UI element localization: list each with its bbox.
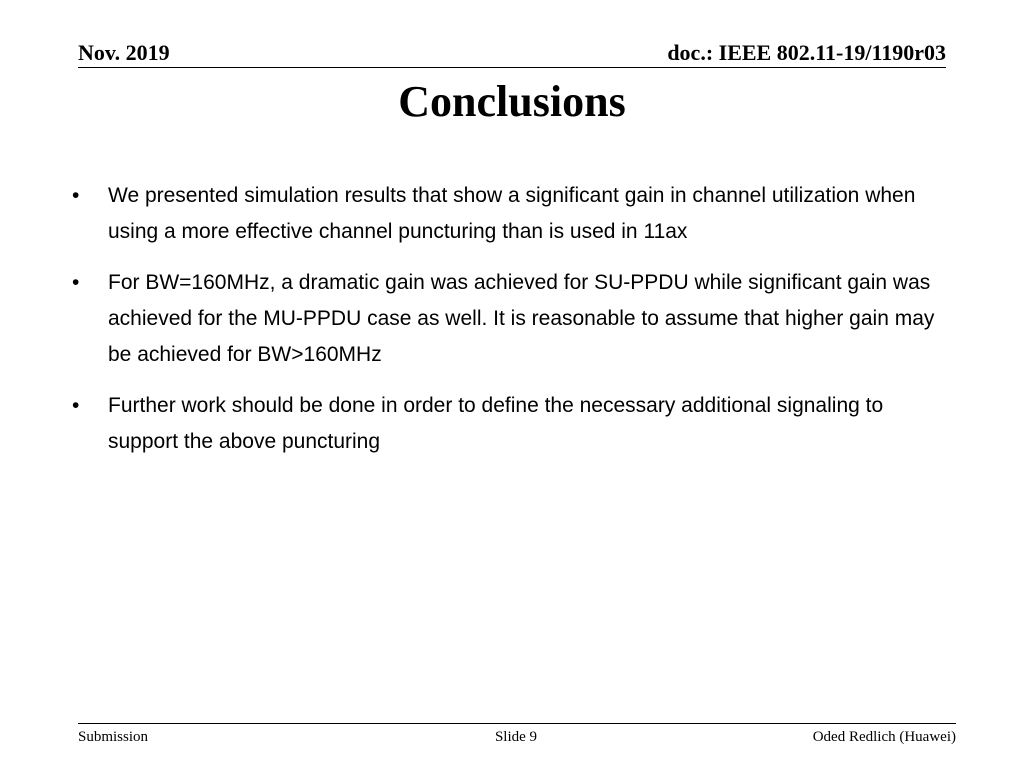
bullet-item (70, 178, 950, 250)
footer-author: Oded Redlich (Huawei) (812, 729, 956, 745)
bullet-list (70, 178, 950, 475)
bullet-text: For BW=160MHz, a dramatic gain was achieved for SU-PPDU while significant gain was achieved for the MU-PPDU case as well. It is reasonable to assume that higher gain may be achieved for BW>160MHz (108, 271, 935, 366)
bullet-marker: • (72, 184, 80, 207)
footer-submission: Submission (78, 729, 149, 745)
bullet-marker: • (72, 271, 80, 294)
header-divider (78, 67, 946, 68)
header-doc-id: doc.: IEEE 802.11-19/1190r03 (667, 40, 946, 65)
bullet-item (70, 388, 950, 460)
slide-title: Conclusions (398, 77, 626, 126)
header-date: Nov. 2019 (78, 40, 170, 65)
footer-divider (78, 723, 956, 724)
footer-slide-number: Slide 9 (494, 729, 538, 745)
bullet-marker: • (72, 394, 80, 417)
bullet-text: Further work should be done in order to define the necessary additional signaling to support the above puncturing (108, 394, 884, 453)
bullet-text: We presented simulation results that show a significant gain in channel utilization when using a more effective channel puncturing than is used in 11ax (108, 184, 916, 243)
bullet-item (70, 265, 950, 373)
